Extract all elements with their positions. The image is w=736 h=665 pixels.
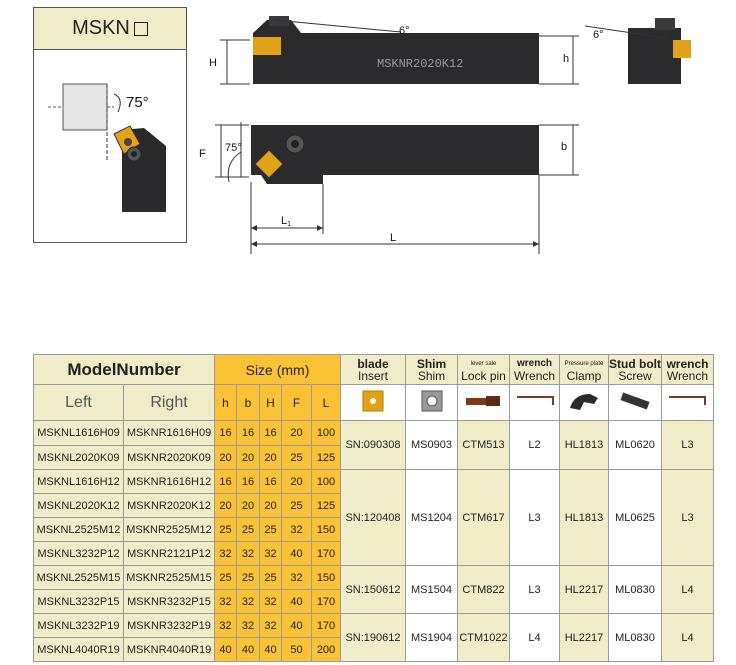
dim-header-F: F: [282, 385, 312, 421]
table-row: MSKNL4040R19 MSKNR4040R19 40 40 40 50 200: [34, 638, 714, 662]
table-row: MSKNL2525M12 MSKNR2525M12 25 25 25 32 150: [34, 518, 714, 542]
table-row: MSKNL1616H09 MSKNR1616H09 16 16 16 20 100 SN:090308 MS0903 CTM513 L2 HL1813 ML0620 L3: [34, 421, 714, 446]
dim-header-H: H: [260, 385, 282, 421]
panel-header: [34, 8, 186, 50]
left-header: Left: [34, 385, 124, 421]
workpiece-block: [63, 84, 107, 130]
acc-header-wrench: wrench Wrench: [510, 355, 560, 385]
label-b: b: [561, 141, 568, 153]
screw-icon: [609, 385, 662, 421]
dim-header-b: b: [237, 385, 260, 421]
dim-header-L: L: [312, 385, 341, 421]
shank-engraving: MSKNR2020K12: [377, 57, 464, 71]
table-row: MSKNL2525M15 MSKNR2525M15 25 25 25 32 150 SN:150612 MS1504 CTM822 L3 HL2217 ML0830 L4: [34, 566, 714, 590]
clamp-icon: [560, 385, 609, 421]
table-row: MSKNL1616H12 MSKNR1616H12 16 16 16 20 100 SN:120408 MS1204 CTM617 L3 HL1813 ML0625 L3: [34, 470, 714, 494]
table-row: MSKNL3232P19 MSKNR3232P19 32 32 32 40 170 SN:190612 MS1904 CTM1022 L4 HL2217 ML0830 L4: [34, 614, 714, 638]
model-number-header: ModelNumber: [34, 355, 215, 385]
size-header: Size (mm): [215, 355, 341, 385]
angle-75-small: 75°: [225, 142, 242, 154]
label-h: h: [563, 53, 570, 65]
shim-image-icon: [406, 385, 458, 421]
technical-drawing: [195, 12, 735, 262]
end-view-insert: [673, 40, 691, 58]
side-view-insert: [253, 37, 281, 55]
wrench2-icon: [661, 385, 713, 421]
label-L1: L1: [281, 215, 292, 228]
label-L: L: [390, 232, 397, 244]
angle-arc: [114, 94, 120, 112]
angle-6-right: 6°: [593, 29, 604, 41]
acc-header-shim: Shim Shim: [406, 355, 458, 385]
acc-header-screw: Stud bolt Screw: [609, 356, 661, 383]
angle-6-left: 6°: [399, 25, 410, 37]
table-row: MSKNL2020K09 MSKNR2020K09 20 20 20 25 125: [34, 446, 714, 470]
acc-header-insert: blade Insert: [341, 355, 406, 385]
acc-header-clamp: Pressure plate Clamp: [560, 355, 609, 385]
acc-header-lockpin: lever sale Lock pin: [458, 355, 510, 385]
acc-header-wrench2: wrench Wrench: [661, 355, 713, 385]
checkbox-square-icon: [134, 22, 148, 36]
label-F: F: [199, 148, 206, 160]
insert-image-icon: [341, 385, 406, 421]
schematic-diagram: [34, 50, 186, 242]
dim-header-h: h: [215, 385, 237, 421]
label-H: H: [209, 57, 217, 69]
spec-table: [33, 354, 714, 662]
table-row: MSKNL3232P15 MSKNR3232P15 32 32 32 40 170: [34, 590, 714, 614]
angle-75-label: 75°: [126, 94, 149, 111]
wrench-icon: [510, 385, 560, 421]
table-row: MSKNL2020K12 MSKNR2020K12 20 20 20 25 125: [34, 494, 714, 518]
panel-title: MSKN: [72, 17, 130, 39]
lock-pin-icon: [458, 385, 510, 421]
schematic-panel: [33, 7, 187, 243]
table-row: MSKNL3232P12 MSKNR2121P12 32 32 32 40 170: [34, 542, 714, 566]
right-header: Right: [124, 385, 215, 421]
